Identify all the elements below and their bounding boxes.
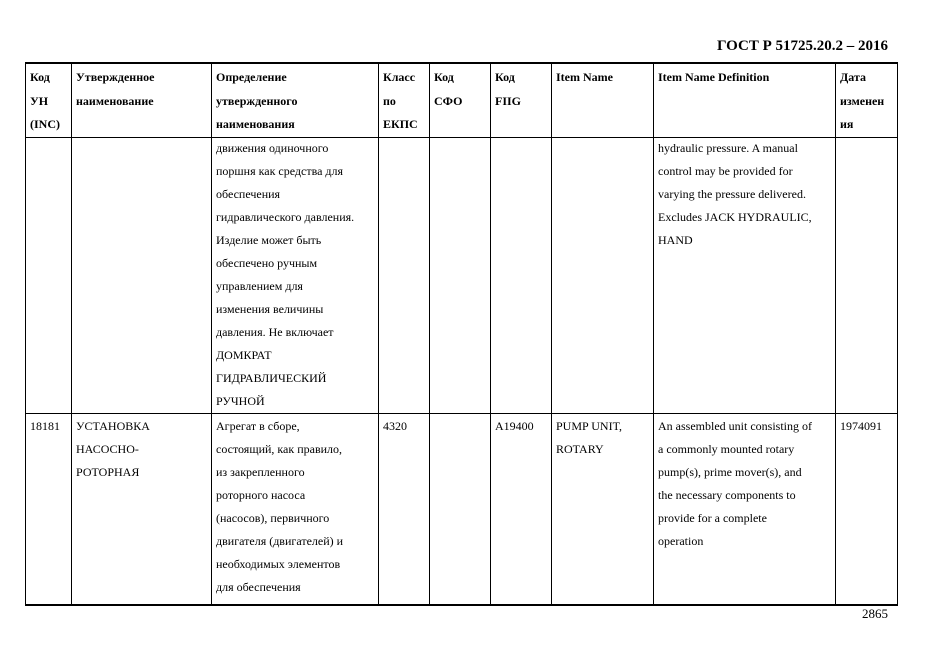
cell-class-ekps [379, 413, 430, 605]
table-row [26, 413, 898, 605]
document-standard-header: ГОСТ Р 51725.20.2 – 2016 [716, 38, 888, 54]
column-header-text: FIIG [495, 93, 522, 108]
cell-text-line: Изделие может быть [216, 232, 322, 247]
column-header-code-inc [26, 63, 72, 137]
column-header-text: Определение [216, 70, 287, 84]
column-header-approved-name [72, 63, 212, 137]
cell-text-line: 4320 [383, 418, 407, 433]
cell-text-line: из закрепленного [216, 464, 305, 479]
cell-text-line: pump(s), prime mover(s), and [658, 464, 802, 479]
cell-text-line: для обеспечения [216, 579, 301, 594]
page-number: 2865 [862, 606, 888, 621]
cell-text-line: 18181 [30, 418, 60, 433]
cell-code-sfo [430, 137, 491, 413]
cell-text-line: обеспечения [216, 186, 281, 201]
cell-definition-ru [212, 137, 379, 413]
cell-item-name-definition [654, 413, 836, 605]
cell-text-line: давления. Не включает [216, 324, 334, 339]
cell-text-line: A19400 [495, 418, 534, 433]
cell-item-name-definition [654, 137, 836, 413]
cell-code-sfo [430, 413, 491, 605]
column-header-text: Утвержденное [76, 70, 155, 84]
table-header-row [26, 63, 898, 137]
cell-change-date [836, 413, 898, 605]
cell-text-line: необходимых элементов [216, 556, 341, 571]
column-header-text: утвержденного [216, 93, 298, 108]
table-row [26, 137, 898, 413]
cell-text-line: РУЧНОЙ [216, 393, 265, 408]
cell-class-ekps [379, 137, 430, 413]
cell-text-line: varying the pressure delivered. [658, 186, 806, 201]
column-header-text: Код [30, 70, 50, 84]
cell-text-line: роторного насоса [216, 487, 306, 502]
cell-text-line: provide for a complete [658, 510, 767, 525]
cell-item-name [552, 137, 654, 413]
cell-code-inc [26, 137, 72, 413]
cell-change-date [836, 137, 898, 413]
column-header-text: изменен [840, 93, 885, 108]
cell-text-line: ГИДРАВЛИЧЕСКИЙ [216, 370, 327, 385]
column-header-class-ekps [379, 63, 430, 137]
cell-definition-ru [212, 413, 379, 605]
cell-code-fiig [491, 137, 552, 413]
column-header-text: Код [495, 70, 515, 84]
cell-text-line: двигателя (двигателей) и [216, 533, 344, 548]
column-header-code-fiig [491, 63, 552, 137]
cell-text-line: An assembled unit consisting of [658, 418, 812, 433]
column-header-text: наименования [216, 117, 295, 131]
column-header-text: Дата [840, 70, 866, 84]
column-header-text: Код [434, 70, 454, 84]
cell-text-line: состоящий, как правило, [216, 441, 343, 456]
column-header-text: СФО [434, 93, 463, 108]
cell-text-line: Агрегат в сборе, [216, 418, 300, 433]
column-header-definition-ru [212, 63, 379, 137]
column-header-item-name-definition [654, 63, 836, 137]
column-header-text: (INC) [30, 117, 60, 131]
column-header-text: наименование [76, 93, 154, 108]
column-header-text: Item Name [556, 70, 613, 84]
cell-text-line: hydraulic pressure. A manual [658, 140, 798, 155]
cell-code-inc [26, 413, 72, 605]
catalog-table [25, 62, 898, 606]
cell-text-line: поршня как средства для [216, 163, 344, 178]
cell-text-line: HAND [658, 232, 693, 247]
column-header-text: ЕКПС [383, 117, 418, 131]
column-header-item-name [552, 63, 654, 137]
cell-text-line: operation [658, 533, 704, 548]
column-header-text: УН [30, 93, 49, 108]
column-header-code-sfo [430, 63, 491, 137]
cell-text-line: control may be provided for [658, 163, 793, 178]
cell-text-line: ROTARY [556, 441, 604, 456]
cell-approved-name [72, 137, 212, 413]
cell-text-line: (насосов), первичного [216, 510, 330, 525]
cell-text-line: гидравлического давления. [216, 209, 355, 224]
cell-text-line: the necessary components to [658, 487, 796, 502]
column-header-text: Класс [383, 70, 416, 84]
column-header-text: по [383, 93, 396, 108]
cell-text-line: обеспечено ручным [216, 255, 318, 270]
cell-code-fiig [491, 413, 552, 605]
cell-text-line: управлением для [216, 278, 303, 293]
cell-text-line: PUMP UNIT, [556, 418, 623, 433]
cell-text-line: ДОМКРАТ [216, 347, 272, 362]
cell-text-line: изменения величины [216, 301, 324, 316]
column-header-text: Item Name Definition [658, 70, 770, 84]
cell-text-line: 1974091 [840, 418, 882, 433]
cell-text-line: движения одиночного [216, 140, 329, 155]
cell-text-line: НАСОСНО- [76, 441, 139, 456]
cell-text-line: Excludes JACK HYDRAULIC, [658, 209, 812, 224]
cell-text-line: РОТОРНАЯ [76, 464, 140, 479]
column-header-text: ия [840, 117, 854, 131]
cell-text-line: УСТАНОВКА [76, 418, 150, 433]
cell-approved-name [72, 413, 212, 605]
cell-item-name [552, 413, 654, 605]
cell-text-line: a commonly mounted rotary [658, 441, 795, 456]
column-header-change-date [836, 63, 898, 137]
